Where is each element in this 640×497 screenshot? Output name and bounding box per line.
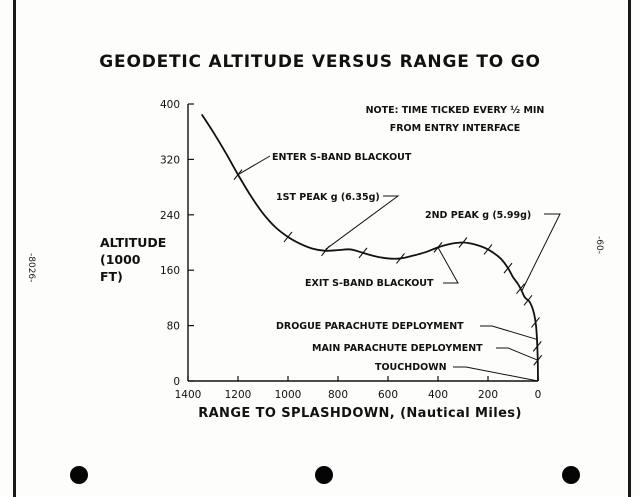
y-tick-label: 400 <box>159 99 180 111</box>
annotation-touchdown: TOUCHDOWN <box>375 362 447 373</box>
x-axis-label: RANGE TO SPLASHDOWN, (Nautical Miles) <box>198 406 522 421</box>
y-tick-label: 240 <box>159 209 180 222</box>
leader-drogue <box>480 326 537 339</box>
leader-first-peak <box>326 196 399 249</box>
time-tick <box>484 244 492 254</box>
annotation-exit-blackout: EXIT S-BAND BLACKOUT <box>305 278 434 289</box>
punch-hole-center <box>315 466 333 484</box>
note-line-2: FROM ENTRY INTERFACE <box>389 123 521 134</box>
y-tick-label: 320 <box>159 154 180 167</box>
x-tick-label: 800 <box>327 389 349 401</box>
annotation-main-chute: MAIN PARACHUTE DEPLOYMENT <box>312 343 483 354</box>
annotation-drogue: DROGUE PARACHUTE DEPLOYMENT <box>276 321 464 332</box>
annotation-enter-blackout: ENTER S-BAND BLACKOUT <box>272 152 412 163</box>
x-tick-label: 1200 <box>224 389 252 401</box>
punch-hole-right <box>562 466 580 484</box>
leader-touchdown <box>453 367 538 381</box>
chart-title: GEODETIC ALTITUDE VERSUS RANGE TO GO <box>99 52 541 72</box>
x-tick-label: 1000 <box>274 389 302 401</box>
leader-main-chute <box>496 348 538 360</box>
x-tick-label: 200 <box>477 389 499 401</box>
leader-exit-blackout <box>438 247 458 283</box>
x-tick-label: 1400 <box>174 389 202 401</box>
right-margin-text: -60- <box>594 236 604 254</box>
chart-annotations <box>238 152 560 381</box>
y-tick-label: 0 <box>173 376 180 388</box>
x-tick-label: 0 <box>534 389 542 401</box>
y-tick-label: 160 <box>159 265 180 278</box>
leader-second-peak <box>522 214 560 291</box>
x-tick-label: 400 <box>427 389 449 401</box>
x-tick-label: 600 <box>377 389 399 401</box>
y-tick-label: 80 <box>166 320 180 333</box>
time-tick <box>284 232 292 242</box>
leader-enter-blackout <box>238 156 270 175</box>
annotation-second-peak: 2ND PEAK g (5.99g) <box>425 210 532 221</box>
left-margin-text: -8026- <box>26 253 36 283</box>
annotation-first-peak: 1ST PEAK g (6.35g) <box>276 192 380 203</box>
note-line-1: NOTE: TIME TICKED EVERY ½ MIN <box>365 105 545 116</box>
punch-hole-left <box>70 466 88 484</box>
y-axis-label: ALTITUDE (1000 FT) <box>100 235 167 284</box>
